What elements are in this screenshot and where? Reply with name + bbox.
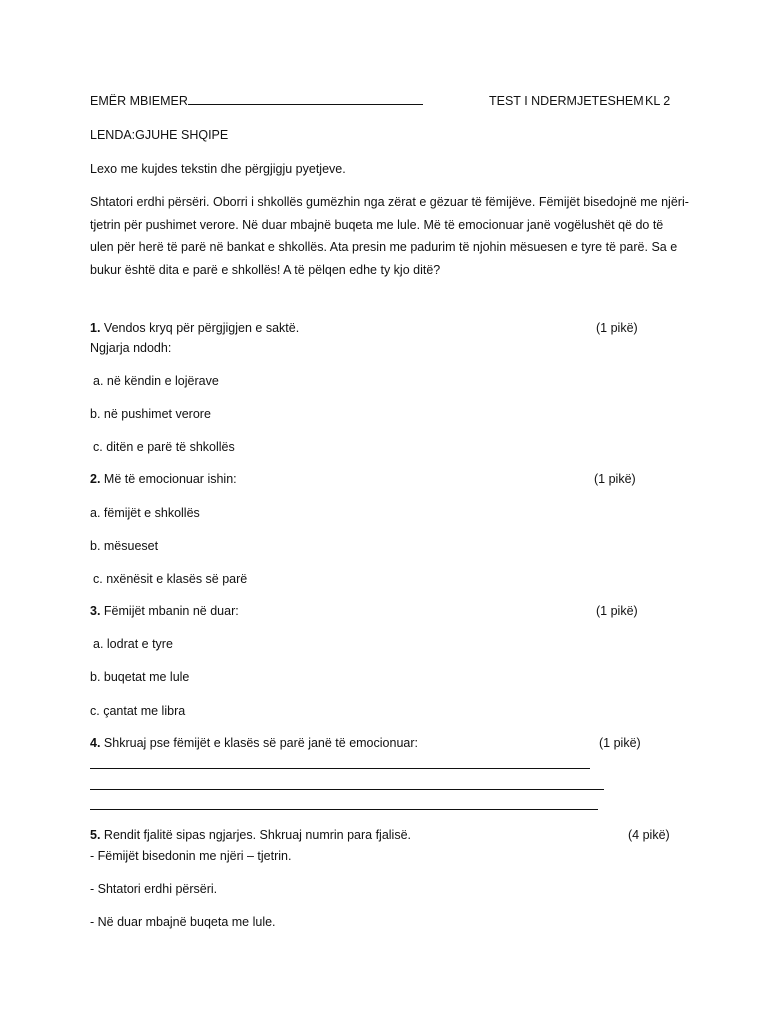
q2-option-c[interactable]: c. nxënësit e klasës së parë	[93, 572, 248, 586]
question-number: 4.	[90, 736, 101, 750]
name-blank-line[interactable]	[188, 104, 423, 105]
question-4	[90, 736, 418, 750]
question-1-points: (1 pikë)	[596, 321, 638, 335]
question-1-subtext: Ngjarja ndodh:	[90, 341, 172, 355]
answer-line-1[interactable]	[90, 768, 590, 769]
question-5-points: (4 pikë)	[628, 828, 670, 842]
q1-option-b[interactable]: b. në pushimet verore	[90, 407, 211, 421]
instruction: Lexo me kujdes tekstin dhe përgjigju pyetjeve.	[90, 162, 346, 176]
question-text: Fëmijët mbanin në duar:	[103, 604, 239, 618]
question-text: Vendos kryq për përgjigjen e saktë.	[103, 321, 300, 335]
question-text: Shkruaj pse fëmijët e klasës së parë janë të emocionuar:	[103, 736, 418, 750]
question-text: Më të emocionuar ishin:	[103, 472, 237, 486]
question-3	[90, 604, 239, 618]
q5-sentence-3: - Në duar mbajnë buqeta me lule.	[90, 915, 276, 929]
question-number: 5.	[90, 828, 101, 842]
question-number: 2.	[90, 472, 101, 486]
q2-option-b[interactable]: b. mësueset	[90, 539, 159, 553]
q2-option-a[interactable]: a. fëmijët e shkollës	[90, 506, 200, 520]
question-1	[90, 321, 299, 335]
name-label: EMËR MBIEMER	[90, 94, 188, 108]
q3-option-c[interactable]: c. çantat me libra	[90, 704, 186, 718]
question-3-points: (1 pikë)	[596, 604, 638, 618]
answer-line-2[interactable]	[90, 789, 604, 790]
q5-sentence-2: - Shtatori erdhi përsëri.	[90, 882, 218, 896]
q3-option-b[interactable]: b. buqetat me lule	[90, 670, 190, 684]
question-number: 3.	[90, 604, 101, 618]
question-2-points: (1 pikë)	[594, 472, 636, 486]
question-text: Rendit fjalitë sipas ngjarjes. Shkruaj numrin para fjalisë.	[103, 828, 412, 842]
q3-option-a[interactable]: a. lodrat e tyre	[93, 637, 173, 651]
subject-label: LENDA:GJUHE SHQIPE	[90, 128, 229, 142]
reading-passage: Shtatori erdhi përsëri. Oborri i shkollës gumëzhin nga zërat e gëzuar të fëmijëve. Fëmijët bisedojnë me njëri-tjetrin për pushimet verore. Në duar mbajnë buqeta me lule. Më të emocionuar janë vogëlushët që do të ulen për herë të parë në bankat e shkollës. Ata presin me padurim të njohin mësuesen e tyre të parë. Sa e bukur është dita e parë e shkollës! A të pëlqen edhe ty kjo ditë?	[90, 195, 689, 277]
question-2	[90, 472, 237, 486]
answer-line-3[interactable]	[90, 809, 598, 810]
q1-option-c[interactable]: c. ditën e parë të shkollës	[93, 440, 235, 454]
question-4-points: (1 pikë)	[599, 736, 641, 750]
question-5	[90, 828, 411, 842]
grade-label: KL 2	[645, 94, 671, 108]
test-title: TEST I NDERMJETESHEM	[489, 94, 644, 108]
question-number: 1.	[90, 321, 101, 335]
q5-sentence-1: - Fëmijët bisedonin me njëri – tjetrin.	[90, 849, 292, 863]
q1-option-a[interactable]: a. në këndin e lojërave	[93, 374, 219, 388]
name-field	[90, 94, 423, 108]
